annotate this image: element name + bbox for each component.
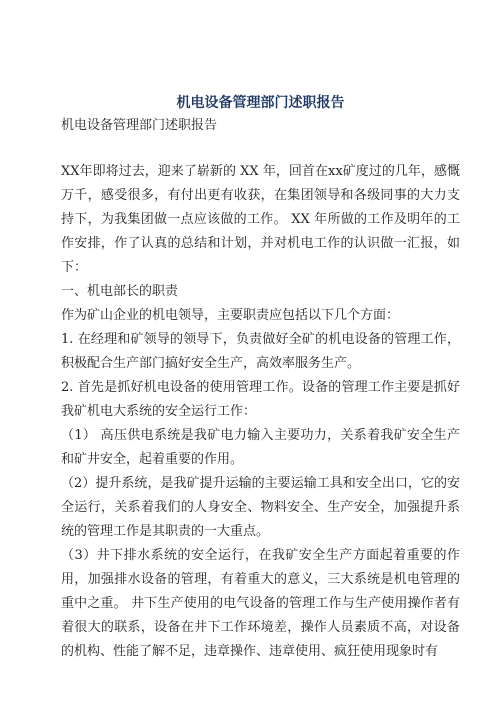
body-paragraph-subitem-1: （1） 高压供电系统是我矿电力输入主要功力，关系着我矿安全生产和矿井安全，起着重要的作用。: [61, 428, 460, 467]
body-paragraph-item-2: 2. 首先是抓好机电设备的使用管理工作。设备的管理工作主要是抓好我矿机电大系统的安全运行工作：: [61, 380, 460, 419]
body-paragraph-subitem-2: （2）提升系统，是我矿提升运输的主要运输工具和安全出口，它的安全运行，关系着我们的人身安全、物料安全、生产安全，加强提升系统的管理工作是其职责的一大重点。: [61, 476, 460, 539]
body-paragraph-intro: XX年即将过去，迎来了崭新的 XX 年，回首在xx矿度过的几年，感慨万千，感受很多，有付出更有收获，在集团领导和各级同事的大力支持下，为我集团做一点应该做的工作。 XX 年所做的工作及明年的工作安排，作了认真的总结和计划，并对机电工作的认识做一汇报，如下：: [61, 164, 460, 275]
document-subtitle: 机电设备管理部门述职报告: [61, 118, 218, 133]
body-paragraph-subitem-3: （3）井下排水系统的安全运行，在我矿安全生产方面起着重要的作用，加强排水设备的管理，有着重大的意义，三大系统是机电管理的重中之重。 井下生产使用的电气设备的管理工作与生产使用操作者有着很大的联系，设备在井下工作环境差，操作人员素质不高，对设备的机构、性能了解不足，违章操作、违章使用、疯狂使用现象时有: [61, 548, 460, 659]
document-title: 机电设备管理部门述职报告: [176, 95, 345, 111]
body-paragraph-item-1: 1. 在经理和矿领导的领导下，负责做好全矿的机电设备的管理工作，积极配合生产部门搞好安全生产，高效率服务生产。: [61, 332, 460, 371]
body-paragraph-duties-intro: 作为矿山企业的机电领导，主要职责应包括以下几个方面：: [61, 308, 400, 323]
section-heading-duties: 一、机电部长的职责: [61, 284, 179, 299]
document-body: [61, 160, 460, 664]
